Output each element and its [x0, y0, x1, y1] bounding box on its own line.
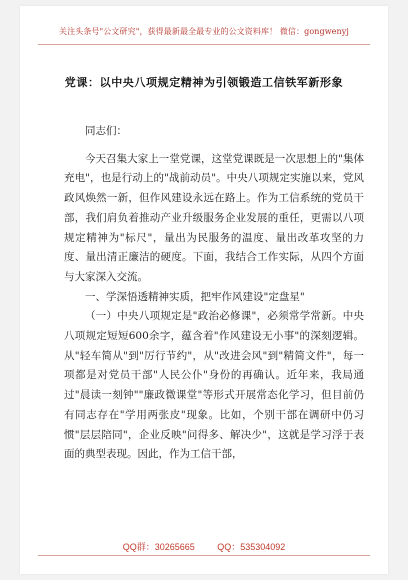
header-divider: [38, 44, 370, 45]
footer-divider: [38, 555, 370, 556]
section-heading: 一、学深悟透精神实质，把牢作风建设"定盘星": [85, 290, 305, 303]
document-body: [64, 122, 364, 465]
header-banner: 关注头条号"公文研究"，获得最新最全最专业的公文资料库！ 微信：gongwenyj: [59, 27, 349, 36]
paragraph: 今天召集大家上一堂党课，这堂党课既是一次思想上的"集体充电"，也是行动上的"战前动员"。中央八项规定实施以来，党风政风焕然一新，但作风建设永远在路上。作为工信系统的党员干部，我们肩负着推动产业升级服务企业发展的重任，更需以八项规定精神为"标尺"，量出为民服务的温度、量出改革攻坚的力度、量出清正廉洁的硬度。下面，我结合工作实际，从四个方面与大家深入交流。: [64, 152, 364, 283]
document-page: [20, 6, 388, 574]
qq-number: QQ：535304092: [217, 542, 286, 552]
paragraph: （一）中央八项规定是"政治必修课"，必须常学常新。中央八项规定短短600余字，蕴含着"作风建设无小事"的深刻逻辑。从"轻车简从"到"厉行节约"，从"改进会风"到"精简文件"，每一项都是对党员干部"人民公仆"身份的再确认。近年来，我局通过"晨读一刻钟""廉政微课堂"等形式开展常态化学习，但目前仍有同志存在"学用两张皮"现象。比如，个别干部在调研中仍习惯"层层陪同"，企业反映"问得多、解决少"，这就是学习浮于表面的典型表现。因此，作为工信干部，: [64, 310, 364, 461]
qq-group-number: QQ群：30265665: [122, 542, 195, 552]
document-title: 党课：以中央八项规定精神为引领锻造工信铁军新形象: [64, 76, 344, 89]
salutation: 同志们：: [85, 125, 127, 137]
footer-contact: [20, 540, 388, 553]
